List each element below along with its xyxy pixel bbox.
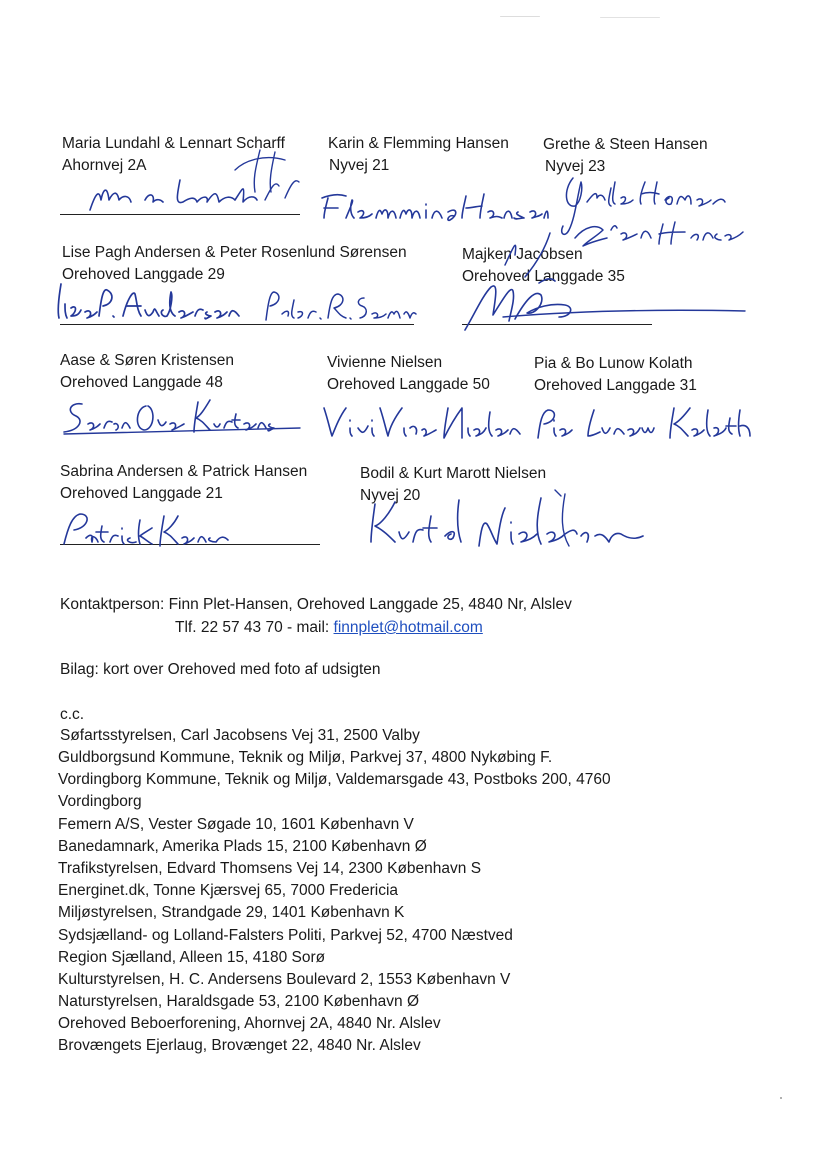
- cc-recipient: Banedamnark, Amerika Plads 15, 2100 København Ø: [58, 838, 427, 855]
- signatory-names: Vivienne Nielsen: [327, 354, 443, 371]
- cc-recipient: Brovængets Ejerlaug, Brovænget 22, 4840 Nr. Alslev: [58, 1037, 421, 1054]
- signatory-address: Ahornvej 2A: [62, 157, 147, 174]
- cc-recipient: Kulturstyrelsen, H. C. Andersens Boulevard 2, 1553 København V: [58, 971, 511, 988]
- scan-speck: [780, 1097, 782, 1099]
- signature-lise-andersen: [55, 280, 255, 330]
- signatory-address: Orehoved Langgade 21: [60, 485, 223, 502]
- cc-recipient: Søfartsstyrelsen, Carl Jacobsens Vej 31, 2500 Valby: [60, 727, 420, 744]
- signatory-names: Grethe & Steen Hansen: [543, 136, 708, 153]
- cc-recipient: Orehoved Beboerforening, Ahornvej 2A, 4840 Nr. Alslev: [58, 1015, 441, 1032]
- signature-kurt-nielsen: [365, 486, 650, 551]
- cc-recipient: Vordingborg Kommune, Teknik og Miljø, Valdemarsgade 43, Postboks 200, 4760: [58, 771, 611, 788]
- signatory-names: Aase & Søren Kristensen: [60, 352, 235, 369]
- attachment-note: Bilag: kort over Orehoved med foto af udsigten: [60, 661, 381, 678]
- signatory-names: Sabrina Andersen & Patrick Hansen: [60, 463, 308, 480]
- cc-recipient: Femern A/S, Vester Søgade 10, 1601 København V: [58, 816, 414, 833]
- signature-majken-jacobsen: [455, 225, 755, 350]
- scan-speck: [500, 16, 540, 17]
- contact-phone: Tlf. 22 57 43 70 - mail:: [175, 619, 334, 636]
- signatory-address: Orehoved Langgade 35: [462, 268, 625, 285]
- contact-person: Kontaktperson: Finn Plet-Hansen, Orehoved Langgade 25, 4840 Nr, Alslev: [60, 596, 572, 613]
- signatory-address: Orehoved Langgade 50: [327, 376, 490, 393]
- cc-recipient: Guldborgsund Kommune, Teknik og Miljø, Parkvej 37, 4800 Nykøbing F.: [58, 749, 553, 766]
- signature-flemming-hansen: [318, 180, 548, 225]
- scan-speck: [600, 17, 660, 18]
- cc-recipient: Vordingborg: [58, 793, 142, 810]
- signature-maria-lundall: [85, 140, 325, 220]
- signatory-names: Majken Jacobsen: [462, 246, 583, 263]
- signatory-address: Orehoved Langgade 48: [60, 374, 223, 391]
- cc-recipient: Energinet.dk, Tonne Kjærsvej 65, 7000 Fredericia: [58, 882, 399, 899]
- cc-recipient: Region Sjælland, Alleen 15, 4180 Sorø: [58, 949, 326, 966]
- signatory-address: Nyvej 23: [545, 158, 606, 175]
- signature-pia-kolath: [530, 398, 775, 448]
- signature-peter-sorensen: [260, 284, 420, 324]
- signature-soren-kristensen: [60, 392, 305, 442]
- signature-vivi-nielsen: [318, 398, 528, 448]
- signatory-names: Lise Pagh Andersen & Peter Rosenlund Sørensen: [62, 244, 407, 261]
- signatory-address: Nyvej 21: [329, 157, 390, 174]
- signatory-address: Orehoved Langgade 29: [62, 266, 225, 283]
- signatory-names: Karin & Flemming Hansen: [328, 135, 509, 152]
- signatory-address: Nyvej 20: [360, 487, 421, 504]
- cc-recipient: Naturstyrelsen, Haraldsgade 53, 2100 København Ø: [58, 993, 420, 1010]
- cc-recipient: Trafikstyrelsen, Edvard Thomsens Vej 14, 2300 København S: [58, 860, 482, 877]
- signatory-names: Maria Lundahl & Lennart Scharff: [62, 135, 285, 152]
- signatory-address: Orehoved Langgade 31: [534, 377, 697, 394]
- cc-recipient: Miljøstyrelsen, Strandgade 29, 1401 København K: [58, 904, 405, 921]
- cc-recipient: Sydsjælland- og Lolland-Falsters Politi, Parkvej 52, 4700 Næstved: [58, 927, 513, 944]
- signatory-names: Pia & Bo Lunow Kolath: [534, 355, 693, 372]
- contact-phone-mail: [175, 619, 483, 637]
- cc-heading: c.c.: [60, 706, 85, 723]
- signature-patrick-hansen: [60, 506, 235, 551]
- contact-email-link[interactable]: finnplet@hotmail.com: [333, 619, 483, 636]
- signatory-names: Bodil & Kurt Marott Nielsen: [360, 465, 547, 482]
